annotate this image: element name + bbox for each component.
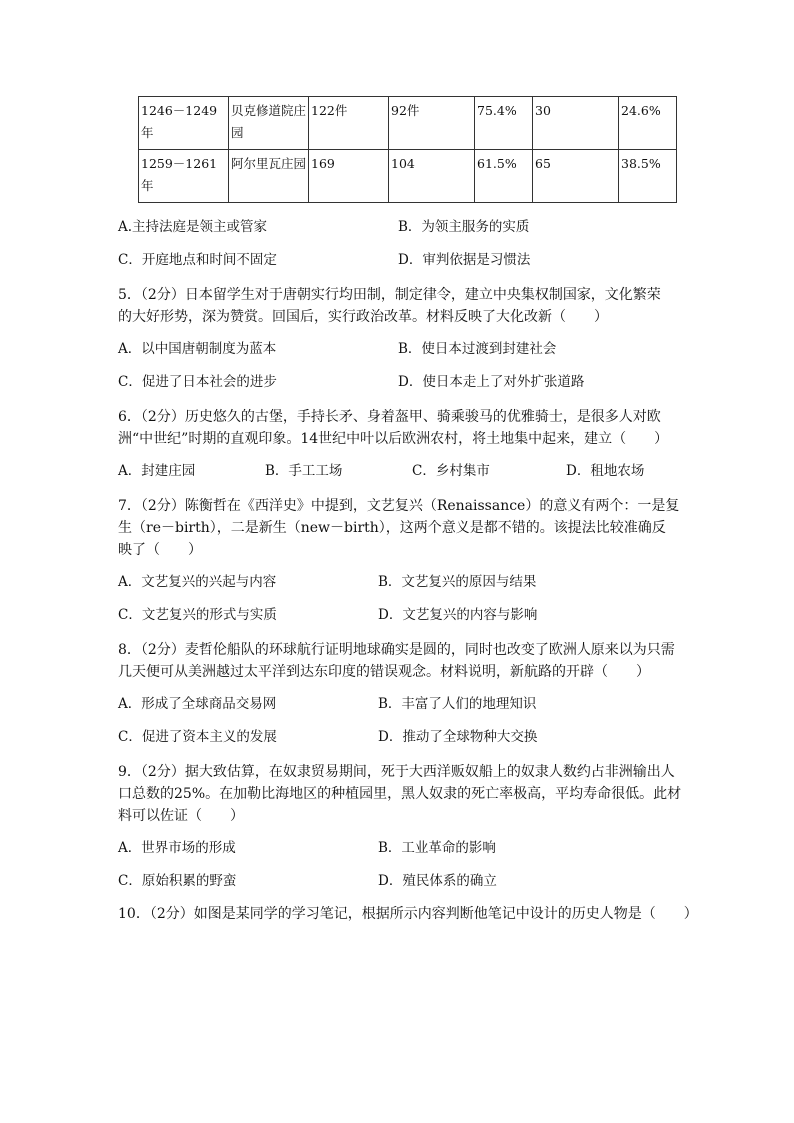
q4-option-d: D．审判依据是习惯法 xyxy=(398,252,531,268)
q9-option-a: A．世界市场的形成 xyxy=(118,840,236,856)
table-cell: 30 xyxy=(533,97,619,150)
q8-option-d: D．推动了全球物种大交换 xyxy=(378,729,538,745)
q4-option-c: C．开庭地点和时间不固定 xyxy=(118,252,277,268)
q9-option-b: B．工业革命的影响 xyxy=(378,840,496,856)
table-cell: 169 xyxy=(309,150,389,203)
q6-option-c: C．乡村集市 xyxy=(412,463,490,479)
q8-stem-line2: 几天便可从美洲越过太平洋到达东印度的错误观念。材料说明，新航路的开辟（ ） xyxy=(118,664,650,680)
q7-option-d: D．文艺复兴的内容与影响 xyxy=(378,607,538,623)
q7-option-c: C．文艺复兴的形式与实质 xyxy=(118,607,277,623)
q7-stem-line3: 映了（ ） xyxy=(118,542,202,558)
table-cell: 122件 xyxy=(309,97,389,150)
table-cell: 65 xyxy=(533,150,619,203)
table-cell: 阿尔里瓦庄园 xyxy=(229,150,309,203)
q8-option-a: A．形成了全球商品交易网 xyxy=(118,696,277,712)
q4-option-a: A.主持法庭是领主或管家 xyxy=(118,219,268,235)
q9-option-c: C．原始积累的野蛮 xyxy=(118,873,237,889)
q6-option-d: D．租地农场 xyxy=(566,463,645,479)
table-cell: 1246－1249年 xyxy=(139,97,229,150)
table-cell: 1259－1261年 xyxy=(139,150,229,203)
q7-stem-line1: 7．（2分）陈衡哲在《西洋史》中提到，文艺复兴（Renaissance）的意义有两个：一是复 xyxy=(118,498,680,514)
q7-option-b: B．文艺复兴的原因与结果 xyxy=(378,574,537,590)
q7-stem-line2: 生（re－birth），二是新生（new－birth），这两个意义是都不错的。该提法比较准确反 xyxy=(118,520,666,536)
table-cell: 104 xyxy=(389,150,475,203)
table-cell: 贝克修道院庄园 xyxy=(229,97,309,150)
q5-option-b: B．使日本过渡到封建社会 xyxy=(398,341,557,357)
q9-stem-line3: 料可以佐证（ ） xyxy=(118,808,244,824)
table-cell: 75.4% xyxy=(475,97,533,150)
table-row xyxy=(139,150,677,203)
manor-court-table xyxy=(138,96,677,203)
q8-stem-line1: 8．（2分）麦哲伦船队的环球航行证明地球确实是圆的，同时也改变了欧洲人原来以为只需 xyxy=(118,642,675,658)
q7-option-a: A．文艺复兴的兴起与内容 xyxy=(118,574,277,590)
q5-option-a: A．以中国唐朝制度为蓝本 xyxy=(118,341,277,357)
table-cell: 61.5% xyxy=(475,150,533,203)
q5-stem-line2: 的大好形势，深为赞赏。回国后，实行政治改革。材料反映了大化改新（ ） xyxy=(118,309,608,325)
q9-stem-line2: 口总数的25%。在加勒比海地区的种植园里，黑人奴隶的死亡率极高，平均寿命很低。此材 xyxy=(118,786,682,802)
table-cell: 92件 xyxy=(389,97,475,150)
table-row xyxy=(139,97,677,150)
q9-stem-line1: 9．（2分）据大致估算，在奴隶贸易期间，死于大西洋贩奴船上的奴隶人数约占非洲输出人 xyxy=(118,764,675,780)
q4-option-b: B．为领主服务的实质 xyxy=(398,219,530,235)
q9-option-d: D．殖民体系的确立 xyxy=(378,873,497,889)
table-cell: 24.6% xyxy=(619,97,677,150)
table-cell: 38.5% xyxy=(619,150,677,203)
q5-stem-line1: 5．（2分）日本留学生对于唐朝实行均田制，制定律令，建立中央集权制国家，文化繁荣 xyxy=(118,287,661,303)
q5-option-c: C．促进了日本社会的进步 xyxy=(118,374,277,390)
q6-stem-line1: 6．（2分）历史悠久的古堡，手持长矛、身着盔甲、骑乘骏马的优雅骑士，是很多人对欧 xyxy=(118,409,661,425)
q6-option-a: A．封建庄园 xyxy=(118,463,196,479)
q6-stem-line2: 洲“中世纪”时期的直观印象。14世纪中叶以后欧洲农村，将土地集中起来，建立（ ） xyxy=(118,431,669,447)
q8-option-b: B．丰富了人们的地理知识 xyxy=(378,696,537,712)
q6-option-b: B．手工工场 xyxy=(265,463,343,479)
q5-option-d: D．使日本走上了对外扩张道路 xyxy=(398,374,585,390)
q10-stem-line1: 10．（2分）如图是某同学的学习笔记，根据所示内容判断他笔记中设计的历史人物是（ ） xyxy=(118,906,698,922)
q8-option-c: C．促进了资本主义的发展 xyxy=(118,729,277,745)
